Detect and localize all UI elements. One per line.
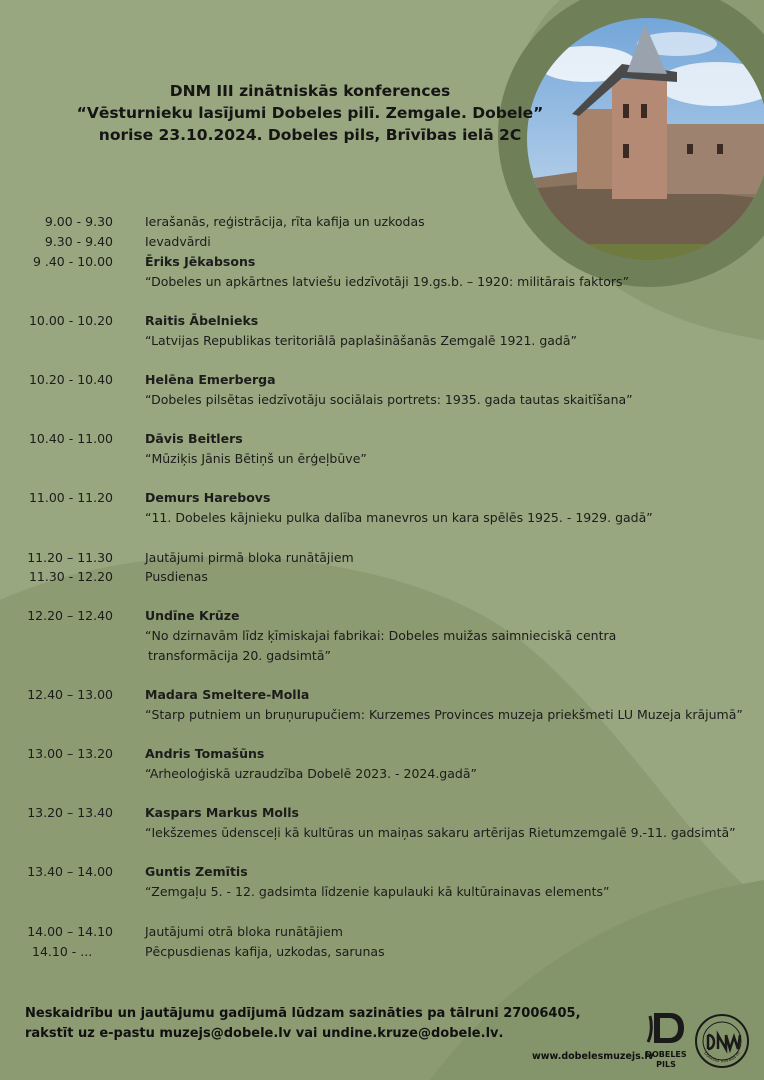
- time-slot: 9.30 - 9.40: [44, 234, 113, 249]
- talk-title-cont: transformācija 20. gadsimtā”: [148, 648, 331, 663]
- time-slot: 10.00 - 10.20: [28, 313, 113, 328]
- speaker-name: Guntis Zemītis: [145, 864, 248, 879]
- header-line-1: DNM III zinātniskās konferences: [169, 82, 451, 100]
- activity: Ierašanās, reģistrācija, rīta kafija un uzkodas: [145, 214, 425, 229]
- time-slot: 9.00 - 9.30: [44, 214, 113, 229]
- time-slot: 10.40 - 11.00: [28, 431, 113, 446]
- contact-text: .: [498, 1026, 504, 1041]
- talk-title: “Zemgaļu 5. - 12. gadsimta līdzenie kapulauki kā kultūrainavas elements”: [145, 884, 610, 899]
- speaker-name: Demurs Harebovs: [145, 490, 271, 505]
- talk-title: “Dobeles pilsētas iedzīvotāju sociālais portrets: 1935. gada tautas skaitīšana”: [145, 392, 633, 407]
- time-slot: 10.20 - 10.40: [28, 372, 113, 387]
- logo-muzejs-text: Dobeles novada m: [702, 1050, 742, 1065]
- time-slot: 13.40 – 14.00: [27, 864, 113, 879]
- email-museum[interactable]: muzejs@dobele.lv: [159, 1026, 292, 1041]
- talk-title: “Dobeles un apkārtnes latviešu iedzīvotāji 19.gs.b. – 1920: militārais faktors”: [145, 274, 630, 289]
- dobeles-muzejs-logo: [694, 1013, 750, 1069]
- header-line-3: norise 23.10.2024. Dobeles pils, Brīvības ielā 2C: [98, 126, 522, 144]
- activity: Pusdienas: [145, 569, 208, 584]
- time-slot: 14.00 – 14.10: [27, 924, 113, 939]
- time-slot: 11.20 – 11.30: [27, 550, 113, 565]
- website-link[interactable]: www.dobelesmuzejs.lv: [532, 1051, 654, 1062]
- talk-title: “Latvijas Republikas teritoriālā paplašināšanās Zemgalē 1921. gadā”: [145, 333, 578, 348]
- time-slot: 13.00 – 13.20: [27, 746, 113, 761]
- activity: Jautājumi otrā bloka runātājiem: [145, 924, 343, 939]
- contact-text: rakstīt uz e-pastu: [25, 1026, 160, 1041]
- talk-title: “Starp putniem un bruņurupučiem: Kurzemes Provinces muzeja priekšmeti LU Muzeja krājumā”: [145, 707, 743, 722]
- contact-line-2: [25, 1024, 581, 1044]
- contact-text: Neskaidrību un jautājumu gadījumā lūdzam sazināties pa tālruni: [25, 1006, 504, 1021]
- time-slot: 12.20 – 12.40: [27, 608, 113, 623]
- contact-line-1: [25, 1004, 581, 1024]
- logo-pils-line1: DOBELES: [645, 1050, 687, 1059]
- time-slot: 13.20 – 13.40: [27, 805, 113, 820]
- speaker-name: Undīne Krūze: [145, 608, 240, 623]
- activity: Pēcpusdienas kafija, uzkodas, sarunas: [145, 944, 385, 959]
- header-line-2: “Vēsturnieku lasījumi Dobeles pilī. Zemgale. Dobele”: [76, 104, 544, 122]
- contact-text: ,: [575, 1006, 581, 1021]
- dobeles-pils-logo-icon: [644, 1010, 688, 1046]
- speaker-name: Madara Smeltere-Molla: [145, 687, 310, 702]
- time-slot: 11.30 - 12.20: [28, 569, 113, 584]
- talk-title: “Iekšzemes ūdensceļi kā kultūras un maiņas sakaru artērijas Rietumzemgalē 9.-11. gadsimtā”: [145, 825, 736, 840]
- email-contact[interactable]: undine.kruze@dobele.lv: [322, 1026, 499, 1041]
- activity: Jautājumi pirmā bloka runātājiem: [145, 550, 354, 565]
- dobeles-pils-logo: [644, 1010, 688, 1070]
- time-slot: 11.00 - 11.20: [28, 490, 113, 505]
- contact-info: [25, 1004, 581, 1044]
- talk-title: “11. Dobeles kājnieku pulka dalība manevros un kara spēlēs 1925. - 1929. gadā”: [145, 510, 653, 525]
- speaker-name: Raitis Ābelnieks: [145, 313, 259, 328]
- talk-title: “Arheoloģiskā uzraudzība Dobelē 2023. - 2024.gadā”: [145, 766, 477, 781]
- time-slot: 14.10 - ...: [32, 944, 93, 959]
- speaker-name: Ēriks Jēkabsons: [145, 254, 256, 269]
- activity: Ievadvārdi: [145, 234, 211, 249]
- time-slot: 12.40 – 13.00: [27, 687, 113, 702]
- conference-header: [0, 80, 620, 146]
- contact-text: vai: [291, 1026, 323, 1041]
- logo-pils-line2: PILS: [656, 1060, 676, 1069]
- speaker-name: Kaspars Markus Molls: [145, 805, 299, 820]
- talk-title: “No dzirnavām līdz ķīmiskajai fabrikai: Dobeles muižas saimnieciskā centra: [145, 628, 617, 643]
- talk-title: “Mūziķis Jānis Bētiņš un ērģeļbūve”: [145, 451, 367, 466]
- speaker-name: Andris Tomašūns: [145, 746, 265, 761]
- speaker-name: Helēna Emerberga: [145, 372, 276, 387]
- phone-number[interactable]: 27006405: [503, 1006, 576, 1021]
- time-slot: 9 .40 - 10.00: [32, 254, 113, 269]
- speaker-name: Dāvis Beitlers: [145, 431, 243, 446]
